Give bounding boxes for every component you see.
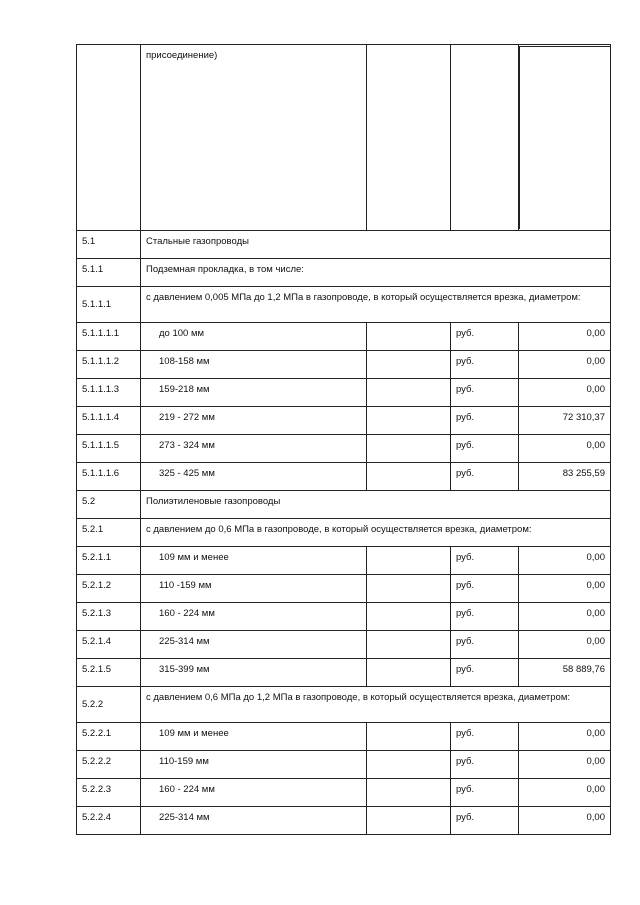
row-code: 5.2.1.3 — [82, 608, 112, 619]
row-code: 5.1.1.1.3 — [82, 384, 119, 395]
row-name: 160 - 224 мм — [159, 784, 215, 795]
table-row — [77, 435, 611, 463]
table-row — [77, 575, 611, 603]
row-value: 0,00 — [586, 728, 605, 739]
row-name: 160 - 224 мм — [159, 608, 215, 619]
row-value: 0,00 — [586, 608, 605, 619]
row-empty-cell — [367, 379, 451, 407]
row-code-cell — [77, 779, 141, 807]
section-row — [77, 231, 611, 259]
row-code: 5.1.1.1.6 — [82, 468, 119, 479]
row-code: 5.1.1.1.4 — [82, 412, 119, 423]
row-unit: руб. — [456, 608, 475, 619]
section-code: 5.1.1 — [82, 264, 104, 275]
row-unit: руб. — [456, 784, 475, 795]
row-code-cell — [77, 575, 141, 603]
section-text: с давлением 0,005 МПа до 1,2 МПа в газопроводе, в который осуществляется врезка, диаметром: — [146, 292, 581, 303]
row-name-cell — [141, 807, 367, 835]
row-code-cell — [77, 659, 141, 687]
row-name: 108-158 мм — [159, 356, 210, 367]
row-code-cell — [77, 603, 141, 631]
continuation-empty-cell — [451, 45, 519, 231]
continuation-code-cell — [77, 45, 141, 231]
row-code-cell — [77, 435, 141, 463]
table-row — [77, 323, 611, 351]
row-value-cell — [519, 407, 611, 435]
row-unit-cell — [451, 575, 519, 603]
row-unit-cell — [451, 751, 519, 779]
row-name-cell — [141, 463, 367, 491]
row-empty-cell — [367, 751, 451, 779]
row-code: 5.2.2.2 — [82, 756, 112, 767]
row-value: 0,00 — [586, 756, 605, 767]
row-empty-cell — [367, 575, 451, 603]
row-unit: руб. — [456, 580, 475, 591]
table-row — [77, 751, 611, 779]
row-unit-cell — [451, 407, 519, 435]
row-code-cell — [77, 723, 141, 751]
row-name-cell — [141, 435, 367, 463]
row-unit-cell — [451, 603, 519, 631]
section-text-cell — [141, 287, 611, 323]
row-unit-cell — [451, 807, 519, 835]
row-name: 225-314 мм — [159, 636, 210, 647]
row-unit-cell — [451, 547, 519, 575]
section-row — [77, 491, 611, 519]
table-row — [77, 779, 611, 807]
table-row — [77, 723, 611, 751]
row-code-cell — [77, 807, 141, 835]
section-row — [77, 259, 611, 287]
row-value: 0,00 — [586, 784, 605, 795]
row-code-cell — [77, 751, 141, 779]
row-empty-cell — [367, 723, 451, 751]
section-text-cell — [141, 687, 611, 723]
row-code: 5.2.1.5 — [82, 664, 112, 675]
section-text: Полиэтиленовые газопроводы — [146, 496, 281, 507]
row-value: 0,00 — [586, 636, 605, 647]
row-name-cell — [141, 351, 367, 379]
row-unit: руб. — [456, 412, 475, 423]
row-name-cell — [141, 603, 367, 631]
row-unit: руб. — [456, 356, 475, 367]
row-empty-cell — [367, 351, 451, 379]
row-value-cell — [519, 631, 611, 659]
table-row — [77, 659, 611, 687]
section-text: Подземная прокладка, в том числе: — [146, 264, 304, 275]
row-unit: руб. — [456, 468, 475, 479]
section-row — [77, 519, 611, 547]
row-unit-cell — [451, 631, 519, 659]
row-name: 109 мм и менее — [159, 728, 229, 739]
row-value-cell — [519, 379, 611, 407]
row-unit-cell — [451, 351, 519, 379]
row-unit-cell — [451, 723, 519, 751]
row-unit: руб. — [456, 728, 475, 739]
row-name: 110-159 мм — [159, 756, 209, 767]
table-row — [77, 603, 611, 631]
row-value-cell — [519, 603, 611, 631]
section-code: 5.2.1 — [82, 524, 104, 535]
tariff-table-page — [76, 44, 610, 835]
section-text: с давлением 0,6 МПа до 1,2 МПа в газопроводе, в который осуществляется врезка, диаметром: — [146, 692, 571, 703]
row-name: 273 - 324 мм — [159, 440, 215, 451]
row-name-cell — [141, 659, 367, 687]
table-row — [77, 351, 611, 379]
row-code-cell — [77, 351, 141, 379]
row-name: 225-314 мм — [159, 812, 210, 823]
row-unit-cell — [451, 779, 519, 807]
section-code: 5.1.1.1 — [82, 299, 112, 310]
row-unit-cell — [451, 379, 519, 407]
row-empty-cell — [367, 547, 451, 575]
row-name-cell — [141, 407, 367, 435]
row-empty-cell — [367, 779, 451, 807]
row-code: 5.2.1.4 — [82, 636, 112, 647]
row-value-cell — [519, 751, 611, 779]
row-name: 315-399 мм — [159, 664, 210, 675]
section-text-cell — [141, 259, 611, 287]
row-empty-cell — [367, 323, 451, 351]
row-value: 0,00 — [586, 552, 605, 563]
row-unit-cell — [451, 463, 519, 491]
row-code: 5.2.1.2 — [82, 580, 112, 591]
row-empty-cell — [367, 659, 451, 687]
row-name-cell — [141, 779, 367, 807]
row-unit: руб. — [456, 328, 475, 339]
row-value-cell — [519, 547, 611, 575]
row-value: 58 889,76 — [562, 664, 605, 675]
row-name-cell — [141, 723, 367, 751]
row-value: 72 310,37 — [562, 412, 605, 423]
row-name: до 100 мм — [159, 328, 205, 339]
row-value: 0,00 — [586, 440, 605, 451]
row-code-cell — [77, 379, 141, 407]
section-code: 5.2 — [82, 496, 96, 507]
row-unit: руб. — [456, 636, 475, 647]
row-code: 5.2.2.1 — [82, 728, 112, 739]
row-value: 0,00 — [586, 356, 605, 367]
row-name-cell — [141, 379, 367, 407]
table-row — [77, 807, 611, 835]
section-code-cell — [77, 491, 141, 519]
continuation-text-cell — [141, 45, 367, 231]
section-code-cell — [77, 287, 141, 323]
row-unit-cell — [451, 659, 519, 687]
row-code-cell — [77, 407, 141, 435]
section-text: Стальные газопроводы — [146, 236, 249, 247]
row-unit: руб. — [456, 552, 475, 563]
row-empty-cell — [367, 463, 451, 491]
section-text: с давлением до 0,6 МПа в газопроводе, в который осуществляется врезка, диаметром: — [146, 524, 532, 535]
row-code: 5.2.2.3 — [82, 784, 112, 795]
row-value-cell — [519, 779, 611, 807]
row-name-cell — [141, 575, 367, 603]
row-name-cell — [141, 631, 367, 659]
row-unit-cell — [451, 435, 519, 463]
row-value-cell — [519, 435, 611, 463]
row-unit-cell — [451, 323, 519, 351]
row-value-cell — [519, 463, 611, 491]
row-code-cell — [77, 631, 141, 659]
row-code: 5.1.1.1.5 — [82, 440, 119, 451]
table-row — [77, 463, 611, 491]
row-name: 159-218 мм — [159, 384, 210, 395]
row-empty-cell — [367, 435, 451, 463]
row-code-cell — [77, 547, 141, 575]
row-value-cell — [519, 807, 611, 835]
row-unit: руб. — [456, 812, 475, 823]
row-value: 0,00 — [586, 812, 605, 823]
row-unit: руб. — [456, 384, 475, 395]
continuation-value-box — [519, 46, 610, 229]
row-empty-cell — [367, 631, 451, 659]
continuation-text: присоединение) — [146, 50, 218, 61]
section-code-cell — [77, 519, 141, 547]
row-name-cell — [141, 547, 367, 575]
table-row — [77, 379, 611, 407]
section-code-cell — [77, 259, 141, 287]
row-empty-cell — [367, 407, 451, 435]
row-code-cell — [77, 323, 141, 351]
row-code: 5.2.1.1 — [82, 552, 112, 563]
section-code-cell — [77, 687, 141, 723]
row-value: 0,00 — [586, 384, 605, 395]
section-text-cell — [141, 519, 611, 547]
row-name-cell — [141, 323, 367, 351]
row-name-cell — [141, 751, 367, 779]
row-name: 109 мм и менее — [159, 552, 229, 563]
row-name: 219 - 272 мм — [159, 412, 215, 423]
row-value-cell — [519, 723, 611, 751]
section-text-cell — [141, 231, 611, 259]
row-value-cell — [519, 323, 611, 351]
row-name: 325 - 425 мм — [159, 468, 215, 479]
row-value-cell — [519, 659, 611, 687]
row-code: 5.1.1.1.1 — [82, 328, 119, 339]
row-value: 0,00 — [586, 328, 605, 339]
section-code: 5.1 — [82, 236, 96, 247]
section-code: 5.2.2 — [82, 699, 104, 710]
row-value: 83 255,59 — [562, 468, 605, 479]
section-row — [77, 687, 611, 723]
row-value-cell — [519, 575, 611, 603]
continuation-empty-cell — [367, 45, 451, 231]
row-unit: руб. — [456, 664, 475, 675]
row-code: 5.1.1.1.2 — [82, 356, 119, 367]
section-row — [77, 287, 611, 323]
row-empty-cell — [367, 807, 451, 835]
table-row — [77, 407, 611, 435]
row-name: 110 -159 мм — [159, 580, 212, 591]
row-unit: руб. — [456, 756, 475, 767]
section-code-cell — [77, 231, 141, 259]
row-code-cell — [77, 463, 141, 491]
row-empty-cell — [367, 603, 451, 631]
section-text-cell — [141, 491, 611, 519]
row-value: 0,00 — [586, 580, 605, 591]
table-row — [77, 547, 611, 575]
row-value-cell — [519, 351, 611, 379]
row-unit: руб. — [456, 440, 475, 451]
row-code: 5.2.2.4 — [82, 812, 112, 823]
table-row — [77, 631, 611, 659]
